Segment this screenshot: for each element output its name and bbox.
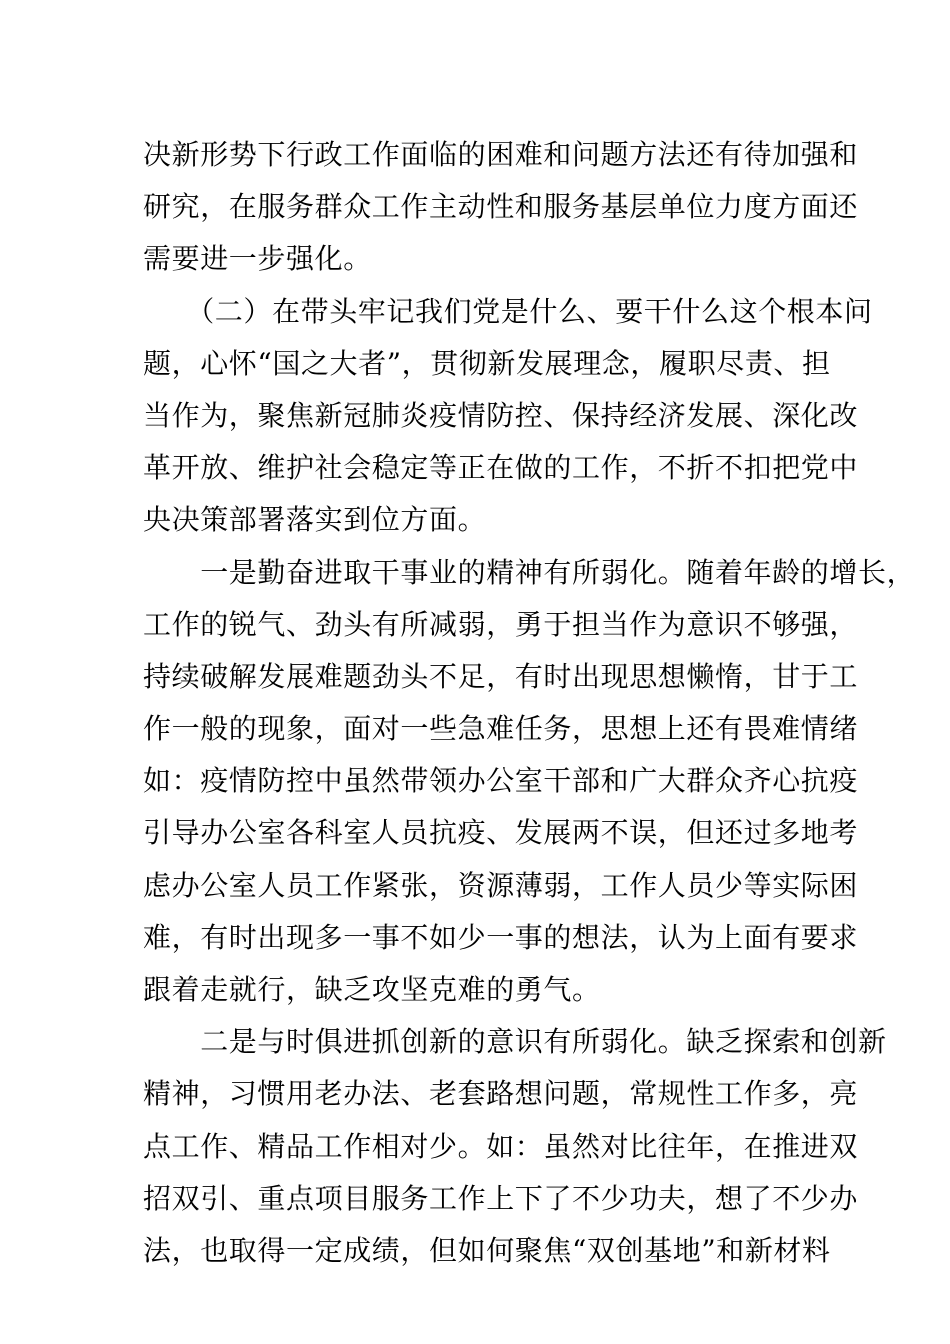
text-line: 精神，习惯用老办法、老套路想问题，常规性工作多，亮 (143, 1077, 859, 1111)
text-line: 一是勤奋进取干事业的精神有所弱化。随着年龄的增长， (143, 555, 916, 589)
text-line: 持续破解发展难题劲头不足，有时出现思想懒惰，甘于工 (143, 659, 859, 693)
text-line: 题，心怀“国之大者”，贯彻新发展理念，履职尽责、担 (143, 346, 831, 380)
text-line: 引导办公室各科室人员抗疫、发展两不误，但还过多地考 (143, 816, 859, 850)
text-line: 招双引、重点项目服务工作上下了不少功夫，想了不少办 (143, 1181, 859, 1215)
text-line: 虑办公室人员工作紧张，资源薄弱，工作人员少等实际困 (143, 868, 859, 902)
text-line: 央决策部署落实到位方面。 (143, 503, 487, 537)
text-line: 需要进一步强化。 (143, 242, 372, 276)
document-body (143, 129, 916, 1277)
text-line: 工作的锐气、劲头有所减弱，勇于担当作为意识不够强， (143, 607, 859, 641)
text-line: 决新形势下行政工作面临的困难和问题方法还有待加强和 (143, 138, 859, 171)
text-line: 革开放、维护社会稳定等正在做的工作，不折不扣把党中 (143, 451, 859, 485)
text-line: 作一般的现象，面对一些急难任务，思想上还有畏难情绪 (143, 712, 859, 746)
text-line: 难，有时出现多一事不如少一事的想法，认为上面有要求 (143, 920, 859, 954)
text-line: （二）在带头牢记我们党是什么、要干什么这个根本问 (143, 294, 873, 328)
text-line: 跟着走就行，缺乏攻坚克难的勇气。 (143, 973, 601, 1006)
text-line: 点工作、精品工作相对少。如：虽然对比往年，在推进双 (143, 1129, 859, 1163)
text-line: 研究，在服务群众工作主动性和服务基层单位力度方面还 (143, 190, 859, 224)
text-line: 二是与时俱进抓创新的意识有所弱化。缺乏探索和创新 (143, 1025, 887, 1059)
text-line: 如：疫情防控中虽然带领办公室干部和广大群众齐心抗疫 (143, 764, 859, 798)
text-line: 法，也取得一定成绩，但如何聚焦“双创基地”和新材料 (143, 1233, 831, 1267)
text-line: 当作为，聚焦新冠肺炎疫情防控、保持经济发展、深化改 (143, 398, 859, 432)
